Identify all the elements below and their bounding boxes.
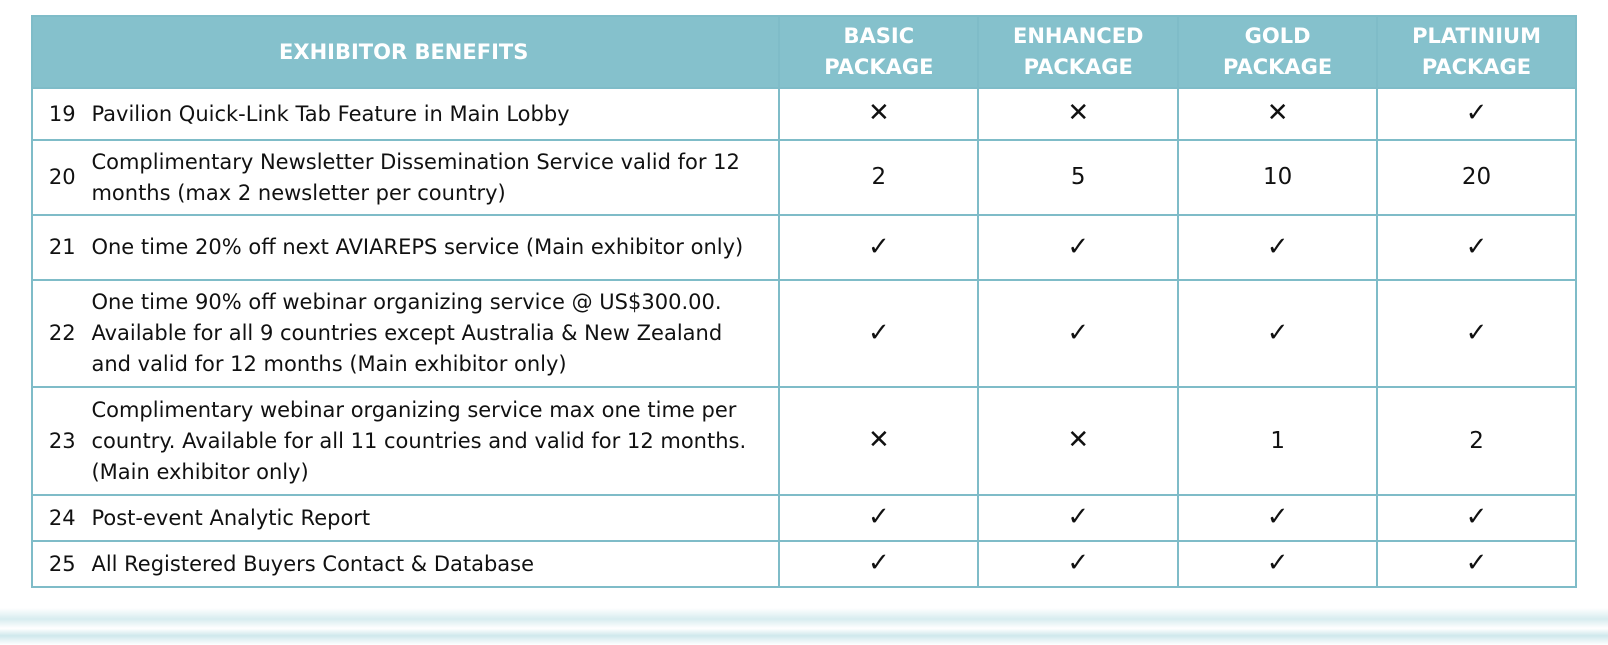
cell-platinium [1377, 280, 1576, 387]
value-text: 1 [1270, 427, 1285, 454]
benefit-description [91, 495, 779, 541]
benefit-line: Available for all 9 countries except Australia & New Zealand [91, 321, 723, 345]
cell-basic [779, 215, 978, 280]
cell-gold [1178, 387, 1377, 495]
cell-basic [779, 541, 978, 587]
value-text: 10 [1262, 164, 1293, 190]
header-line: PLATINIUM [1412, 24, 1541, 48]
value-text: 2 [871, 164, 887, 190]
header-line: ENHANCED [1012, 24, 1144, 48]
cell-gold [1178, 88, 1377, 140]
check-icon: ✓ [867, 502, 890, 532]
table-row [32, 541, 1576, 587]
header-line: PACKAGE [1023, 55, 1133, 79]
header-exhibitor-benefits: EXHIBITOR BENEFITS [32, 16, 779, 88]
benefit-description [91, 88, 779, 140]
row-number: 24 [32, 495, 91, 541]
cross-icon: ✕ [1067, 98, 1090, 128]
value-text: 20 [1461, 164, 1492, 190]
row-number: 25 [32, 541, 91, 587]
check-icon: ✓ [1465, 317, 1488, 348]
check-icon: ✓ [1067, 317, 1090, 348]
benefit-description [91, 215, 779, 280]
benefit-line: (Main exhibitor only) [91, 459, 309, 484]
cross-icon: ✕ [867, 425, 890, 455]
table-row [32, 280, 1576, 387]
benefit-line: One time 20% off next AVIAREPS service (Main exhibitor only) [91, 235, 744, 259]
header-line: PACKAGE [1421, 55, 1532, 79]
table-row [32, 495, 1576, 541]
cell-platinium [1377, 495, 1576, 541]
table-body [32, 88, 1576, 587]
cell-gold [1178, 140, 1377, 215]
header-line: BASIC [843, 24, 915, 48]
check-icon: ✓ [1266, 502, 1289, 532]
cell-gold [1178, 541, 1377, 587]
cross-icon: ✕ [1067, 425, 1090, 455]
cross-icon: ✕ [867, 98, 890, 128]
cell-basic [779, 387, 978, 495]
value-text: 5 [1070, 164, 1086, 190]
benefit-line: country. Available for all 11 countries and valid for 12 months. [91, 428, 747, 453]
check-icon: ✓ [1266, 231, 1289, 262]
benefit-line: Pavilion Quick-Link Tab Feature in Main Lobby [91, 101, 570, 126]
row-number: 20 [32, 140, 91, 215]
benefit-description [91, 387, 779, 495]
cell-gold [1178, 215, 1377, 280]
benefit-line: Post-event Analytic Report [91, 505, 371, 530]
header-enhanced-package [978, 16, 1178, 88]
cell-enhanced [978, 215, 1178, 280]
table-row [32, 88, 1576, 140]
value-text: 2 [1469, 427, 1484, 454]
row-number: 23 [32, 387, 91, 495]
benefit-line: Complimentary webinar organizing service max one time per [91, 397, 737, 422]
check-icon: ✓ [1266, 317, 1289, 348]
check-icon: ✓ [867, 317, 890, 348]
benefit-line: months (max 2 newsletter per country) [91, 180, 506, 205]
benefit-line: One time 90% off webinar organizing service @ US$300.00. [91, 290, 722, 314]
cell-enhanced [978, 88, 1178, 140]
check-icon: ✓ [1465, 231, 1488, 262]
check-icon: ✓ [1067, 231, 1090, 262]
check-icon: ✓ [1465, 548, 1488, 578]
benefit-description [91, 140, 779, 215]
header-platinium-package [1377, 16, 1576, 88]
cell-basic [779, 140, 978, 215]
table-row [32, 140, 1576, 215]
cell-enhanced [978, 140, 1178, 215]
header-basic-package [779, 16, 978, 88]
benefit-line: and valid for 12 months (Main exhibitor only) [91, 352, 567, 376]
exhibitor-benefits-table [31, 15, 1577, 588]
row-number: 21 [32, 215, 91, 280]
cell-platinium [1377, 215, 1576, 280]
cell-basic [779, 495, 978, 541]
benefit-description [91, 280, 779, 387]
check-icon: ✓ [867, 231, 890, 262]
cell-platinium [1377, 387, 1576, 495]
cell-enhanced [978, 541, 1178, 587]
benefit-description [91, 541, 779, 587]
table-row [32, 215, 1576, 280]
cell-platinium [1377, 140, 1576, 215]
header-line: PACKAGE [1223, 55, 1333, 79]
decorative-footer-band [0, 608, 1608, 645]
cell-enhanced [978, 280, 1178, 387]
header-gold-package [1178, 16, 1377, 88]
cross-icon: ✕ [1266, 98, 1289, 128]
table-row [32, 387, 1576, 495]
header-line: GOLD [1244, 24, 1311, 48]
check-icon: ✓ [1465, 502, 1488, 532]
check-icon: ✓ [1067, 548, 1090, 578]
cell-platinium [1377, 88, 1576, 140]
cell-platinium [1377, 541, 1576, 587]
row-number: 22 [32, 280, 91, 387]
cell-basic [779, 88, 978, 140]
benefit-line: All Registered Buyers Contact & Database [91, 551, 535, 576]
header-row [32, 16, 1576, 88]
check-icon: ✓ [1465, 98, 1488, 128]
cell-basic [779, 280, 978, 387]
check-icon: ✓ [1067, 502, 1090, 532]
row-number: 19 [32, 88, 91, 140]
check-icon: ✓ [1266, 548, 1289, 578]
check-icon: ✓ [867, 548, 890, 578]
cell-gold [1178, 280, 1377, 387]
header-line: PACKAGE [824, 55, 934, 79]
cell-enhanced [978, 495, 1178, 541]
cell-gold [1178, 495, 1377, 541]
cell-enhanced [978, 387, 1178, 495]
benefit-line: Complimentary Newsletter Dissemination Service valid for 12 [91, 149, 740, 174]
